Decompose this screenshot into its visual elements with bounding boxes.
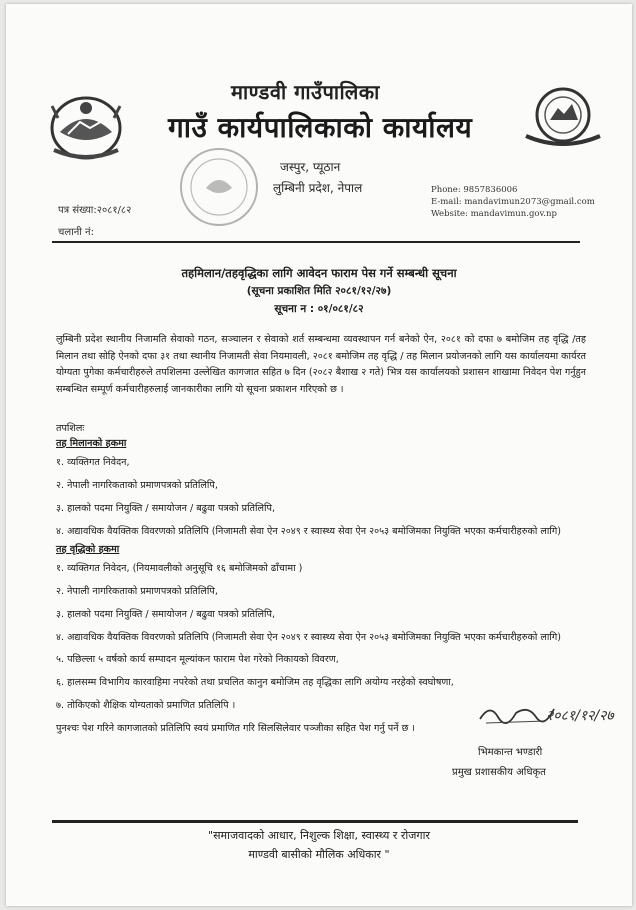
section2-item: ५. पछिल्ला ५ वर्षको कार्य सम्पादन मूल्यांकन फाराम पेश गरेको निकायको विवरण,	[56, 654, 339, 665]
section1-item: २. नेपाली नागरिकताको प्रमाणपत्रको प्रतिलिपि,	[56, 480, 218, 491]
section2-item: ४. अद्यावधिक वैयक्तिक विवरणको प्रतिलिपि (निजामती सेवा ऐन २०४९ र स्वास्थ्य सेवा ऐन २०५३ बमोजिमका नियुक्ति भएका कर्मचारीहरुको लागि)	[56, 632, 562, 643]
section2-item: ३. हालको पदमा नियुक्ति / समायोजन / बढुवा पत्रको प्रतिलिपि,	[56, 609, 275, 620]
phone-text: Phone: 9857836006	[431, 185, 518, 195]
notice-body: लुम्बिनी प्रदेश स्थानीय निजामति सेवाको गठन, सञ्चालन र सेवाको शर्त सम्बन्धमा व्यवस्थापन गर्न बनेको ऐन, २०८१ को दफा ७ बमोजिम तह वृद्धि /तह मिलान तथा सोहि ऐनको दफा ३१ तथा स्थानीय निजामती सेवा नियमावली, २०८१ बमोजिम तह वृद्धि / तह मिलान प्रयोजनको लागि यस कार्यालयमा कार्यरत योग्यता पुगेका कर्मचारीहरुले तपशिलमा उल्लेखित कागजात सहित ७ दिन (२०८२ बैशाख २ गते) भित्र यस कार्यालयको प्रशासन शाखामा निवेदन पेश गर्नुहुन सम्बन्धित सम्पूर्ण कर्मचारीहरुलाई जानकारीका लागि यो सूचना प्रकाशन गरिएको छ ।	[56, 334, 586, 395]
section1-item: ४. अद्यावधिक वैयक्तिक विवरणको प्रतिलिपि (निजामती सेवा ऐन २०४९ र स्वास्थ्य सेवा ऐन २०५३ बमोजिमका नियुक्ति भएका कर्मचारीहरुको लागि)	[56, 526, 562, 537]
section2-item: १. व्यक्तिगत निवेदन, (नियमावलीको अनुसूचि १६ बमोजिमको ढाँचामा )	[56, 563, 303, 574]
contact-block	[431, 184, 595, 220]
municipality-logo-icon	[522, 84, 604, 150]
office-name: गाउँ कार्यपालिकाको कार्यालय	[168, 111, 473, 144]
footer-motto-2: माण्डवी बासीको मौलिक अधिकार "	[248, 848, 390, 861]
section1-item: ३. हालको पदमा नियुक्ति / समायोजन / बढुवा पत्रको प्रतिलिपि,	[56, 503, 275, 514]
section1-title: तह मिलानको हकमा	[56, 438, 127, 449]
section2-item: २. नेपाली नागरिकताको प्रमाणपत्रको प्रतिलिपि,	[56, 586, 218, 597]
footer-divider	[52, 820, 578, 823]
municipality-name: माण्डवी गाउँपालिका	[231, 80, 380, 104]
details-list	[56, 421, 596, 740]
notice-published-date: (सूचना प्रकाशित मिति २०८१/१२/२७)	[246, 285, 392, 297]
notice-title: तहमिलान/तहवृद्धिका लागि आवेदन फाराम पेस गर्ने सम्बन्धी सूचना	[181, 266, 457, 280]
details-heading: तपशिलः	[56, 423, 85, 434]
address-line-1: जस्पुर, प्यूठान	[280, 160, 341, 174]
signature-date: २०८१/१२/२७	[546, 708, 614, 724]
section2-title: तह वृद्धिको हकमा	[56, 544, 120, 555]
address-line-2: लुम्बिनी प्रदेश, नेपाल	[273, 181, 363, 195]
ref-number: पत्र संख्या:२०८१/८२	[58, 205, 132, 216]
email-link[interactable]: E-mail: mandavimun2073@gmail.com	[431, 197, 595, 207]
details-footnote: पुनश्चः पेश गरिने कागजातको प्रतिलिपि स्वयं प्रमाणित गरि सिलसिलेवार पञ्जीका सहित पेश गर्नु पर्ने छ ।	[56, 723, 416, 734]
office-stamp-icon	[176, 144, 262, 230]
signature-scribble-icon	[476, 699, 556, 727]
signatory-name: भिमकान्त भण्डारी	[478, 747, 543, 758]
footer-motto-1: "समाजवादको आधार, निशुल्क शिक्षा, स्वास्थ्य र रोजगार	[208, 829, 430, 842]
letter-page	[6, 4, 632, 906]
section1-item: १. व्यक्तिगत निवेदन,	[56, 457, 130, 468]
section2-item: ६. हालसम्म विभागिय कारवाहिमा नपरेको तथा प्रचलित कानुन बमोजिम तह वृद्धिका लागि अयोग्य नरहेको स्वघोषणा,	[56, 677, 454, 688]
website-link[interactable]: Website: mandavimun.gov.np	[431, 209, 557, 219]
section2-item: ७. तोकिएको शैक्षिक योग्यताको प्रमाणित प्रतिलिपि ।	[56, 700, 236, 711]
signatory-designation: प्रमुख प्रशासकीय अधिकृत	[452, 767, 546, 778]
notice-number: सूचना न : ०१/०८१/८२	[274, 303, 364, 315]
dispatch-number: चलानी नं:	[58, 227, 94, 238]
header-divider	[52, 241, 580, 243]
nepal-emblem-icon	[46, 88, 126, 164]
